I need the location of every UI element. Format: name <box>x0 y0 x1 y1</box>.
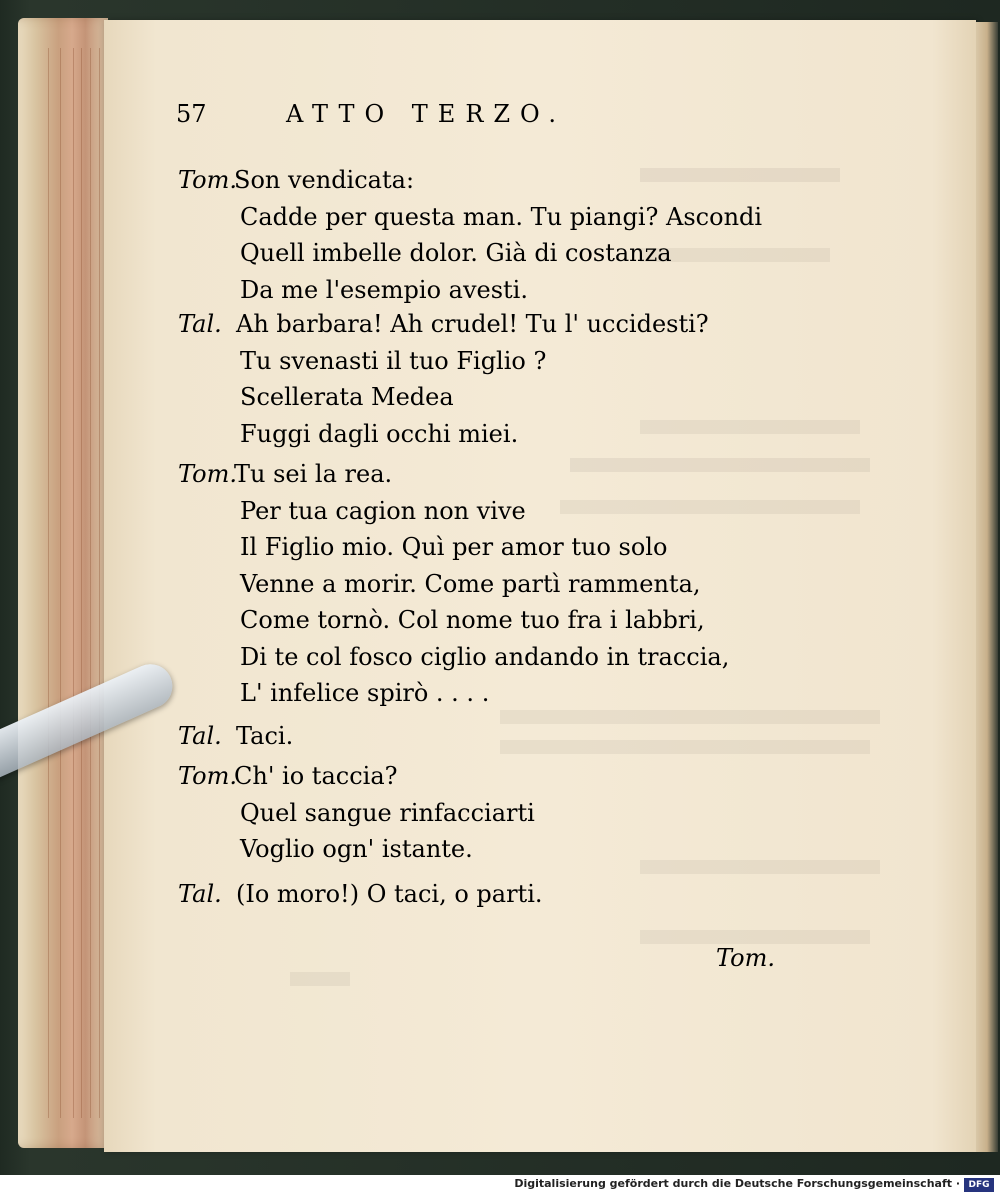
verse-line: Ch' io taccia? <box>234 762 398 790</box>
footer-credit: Digitalisierung gefördert durch die Deutsche Forschungsgemeinschaft · <box>514 1177 960 1190</box>
verse-line: Tu svenasti il tuo Figlio ? <box>240 346 547 375</box>
verse-line: Scellerata Medea <box>240 383 454 411</box>
verse-line: Taci. <box>236 722 294 750</box>
speaker-name: Tom. <box>178 460 237 488</box>
verse-line: Da me l'esempio avesti. <box>240 275 528 304</box>
speaker-name: Tom. <box>178 762 237 790</box>
verse-line: (Io moro!) O taci, o parti. <box>236 880 543 908</box>
speaker-name: Tal. <box>178 722 222 750</box>
verse-line: Per tua cagion non vive <box>240 496 526 525</box>
verse-line: Tu sei la rea. <box>234 460 393 488</box>
verse-line: Son vendicata: <box>234 166 415 194</box>
verse-line: Venne a morir. Come partì rammenta, <box>240 569 701 598</box>
verse-line: Come tornò. Col nome tuo fra i labbri, <box>240 606 705 634</box>
verse-line: Di te col fosco ciglio andando in traccia, <box>240 642 730 671</box>
verse-line: Il Figlio mio. Quì per amor tuo solo <box>240 533 668 561</box>
page-number: 57 <box>176 100 207 128</box>
dfg-logo: DFG <box>964 1178 994 1192</box>
catchword: Tom. <box>716 944 775 972</box>
footer-bar <box>0 1175 1000 1195</box>
verse-line: Quell imbelle dolor. Già di costanza <box>240 239 672 267</box>
verse-line: L' infelice spirò . . . . <box>240 679 490 707</box>
verse-line: Voglio ogn' istante. <box>240 835 473 863</box>
verse-line: Cadde per questa man. Tu piangi? Ascondi <box>240 202 763 231</box>
speaker-name: Tal. <box>178 310 222 338</box>
speaker-name: Tal. <box>178 880 222 908</box>
speaker-name: Tom. <box>178 166 237 194</box>
verse-line: Quel sangue rinfacciarti <box>240 798 535 827</box>
verse-line: Ah barbara! Ah crudel! Tu l' uccidesti? <box>236 310 709 338</box>
verse-line: Fuggi dagli occhi miei. <box>240 419 519 448</box>
page-edges <box>18 18 108 1148</box>
running-title: ATTO TERZO. <box>286 100 566 128</box>
facing-page-edge <box>976 22 998 1152</box>
